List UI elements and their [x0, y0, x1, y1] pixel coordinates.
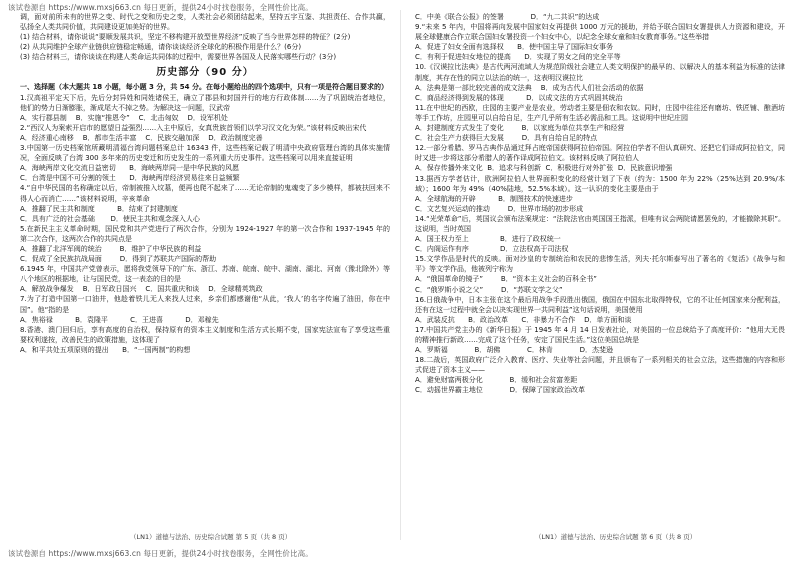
intro-question-3: (3) 结合材料三，请你谈谈在构建人类命运共同体的过程中，需要世界各国及人民落实哪些行动？(3分) [20, 53, 337, 62]
question-stem: 5.在新民主主义革命时期，国民党和共产党进行了两次合作，分别为 1924-1927 年的第一次合作和 1937-1945 年的第二次合作，这两次合作的共同点是 [20, 224, 390, 243]
option: A．保存传播外来文化 [415, 164, 483, 173]
option: D．邓稼先 [185, 315, 219, 324]
option: B．追求与科创新 [487, 164, 542, 173]
option: A．和平共处五项原则的提出 [20, 345, 109, 354]
question-options [415, 204, 785, 214]
question-options [415, 52, 785, 62]
page-footer-right: （LN1）道德与法治、历史综合试题 第 6 页（共 8 页） [535, 533, 697, 541]
option: C．社会生产力获得巨大发展 [415, 134, 504, 143]
option: B．缓和社会贫富差距 [509, 376, 578, 385]
option: B．日军政日国兴 [82, 285, 137, 294]
question-stem: 14.“光荣革命”后，英国议会颁布法案规定：“法院法官由英国国王指派，但唯有议会两院请愿罢免的，才能撤除其职”。这说明，当时英国 [415, 214, 785, 233]
question-options [415, 274, 785, 284]
option: B．使中国主导了国际妇女事务 [517, 43, 613, 52]
option: B．实施“推恩令” [75, 113, 130, 122]
option: B．制图技术的快速进步 [498, 194, 573, 203]
question-stem: 8.香港、澳门回归后，享有高度的自治权，保持原有的资本主义制度和生活方式长期不变，国家宪法宣布了享受这些重要权利遂按，改善民生的政策措施，这体现了 [20, 325, 390, 344]
question-options [415, 285, 785, 295]
option: A．推翻了北洋军阀的统治 [20, 244, 102, 253]
option: B．胡佛 [474, 346, 501, 355]
question-stem: 11.在中世纪的西欧，庄园的主要产业是农业，劳动者主要是佃农和农奴。同时，庄园中往往还有磨坊、铁匠铺、酿酒坊等手工作坊，庄园里可以自给自足，生产几乎所有生活必需品和工具。这说明中世纪庄园 [415, 103, 785, 122]
question-stem: 4.“自中华民国的名称确定以后，帝制被推入坟墓，便再也爬不起来了……无论帝制的鬼魂变了多少模样，都被扶回来不得人心而消亡……”该材料说明，辛亥革命 [20, 184, 390, 203]
option: C．商品经济得到发展的体现 [415, 93, 504, 102]
question-options [20, 133, 390, 143]
question-options [20, 214, 390, 224]
option: C．非暴力不合作 [521, 315, 576, 324]
option: B．海峡两岸同一是中华民族的风愿 [129, 164, 239, 173]
option: D．得到了苏联共产国际的帮助 [119, 255, 217, 264]
question-options [20, 163, 390, 173]
option: D．海峡两岸经济贸易往来日益频繁 [129, 174, 240, 183]
option: D．民族意识增强 [617, 164, 673, 173]
question-options [20, 345, 390, 355]
question-stem: 9.“未来 5 年内，中国将再向发展中国家妇女再提供 1000 万元的援助，并给予联合国妇女署提供人力资源和建设，开展全球健康合作立联合国妇女署投资一个妇女中心，以纪念全球女童和妇女教育事务。”这些举措 [415, 23, 785, 42]
option: C．动摇世界霸主地位 [415, 386, 483, 395]
option: C．北击匈奴 [138, 113, 179, 122]
question-stem: 12.一部分希腊、罗马古典作品通过拜占庭帝国获得阿拉伯帝国。阿拉伯学者不但认真研究、还把它们译成阿拉伯文，同时又进一步将这部分希腊人的著作译成阿拉伯文。该材料反映了阿拉伯人 [415, 144, 785, 163]
option: D．实现了男女之间的完全平等 [524, 53, 621, 62]
question-options [20, 244, 390, 254]
option: B．“资本主义社会的百科全书” [500, 275, 597, 284]
option: A．实行郡县制 [20, 113, 67, 122]
question-stem: 10.《汉谟拉比法典》是古代两河流域人为规范阶级社会建立人类文明保护的最早的、以解决人的基本利益为标准的法律制度，其存在性的同立以法治的统一，这表明汉谟拉比 [415, 63, 785, 82]
question-options [415, 345, 785, 355]
option: D．立法权高于司法权 [500, 245, 569, 254]
question-stem: 15.文学作品是时代的反映。面对沙皇的专制统治和农民的悲惨生活，列夫·托尔斯泰写出了著名的《复活》《战争与和平》等文学作品，他被列宁称为 [415, 255, 785, 274]
left-page [20, 12, 390, 534]
option: C．国共重庆和谈 [145, 285, 200, 294]
option: A．促进了妇女全面有选择权 [415, 43, 504, 52]
question-stem: 18.二战后，英国政府广泛介入教育、医疗、失业等社会问题，并且颁布了一系列相关的社会立法，这些措施的内容和形式促进了资本主义—— [415, 356, 785, 375]
question-options [20, 204, 390, 214]
option: D．杰斐逊 [579, 346, 613, 355]
option: D．保障了国家政治改革 [509, 386, 585, 395]
option: C．“俄罗斯小说之父” [415, 285, 484, 294]
option: C．具有广泛的社会基础 [20, 214, 95, 223]
option: A．封建制度方式发生了变化 [415, 124, 504, 133]
question-options [415, 194, 785, 204]
option: A．全球航海的开辟 [415, 194, 476, 203]
option: C．台湾是中国不可分割的领土 [20, 174, 116, 183]
question-stem: 1.汉高祖平定天下后，先后分封异姓和同姓诸侯王，确立了郡县和封国并行的地方行政体制……为了巩固统治者地位，他们的势力日渐膨胀，渐成尾大不掉之势。为解决这一问题，汉武帝 [20, 93, 390, 112]
option: C．中美《联合公报》的签署 [415, 13, 504, 21]
question-options [415, 244, 785, 254]
section-title: 历史部分（90 分） [156, 67, 254, 79]
option: D．以成文法的方式巩固其统治 [526, 93, 623, 102]
option: D．使民主共和观念深入人心 [110, 214, 200, 223]
option: A．推翻了民主共和制度 [20, 204, 95, 213]
question-options [415, 234, 785, 244]
option: B．进行了政权统一 [499, 235, 561, 244]
question-options [415, 315, 785, 325]
question-options [20, 284, 390, 294]
option: B．政治改革 [468, 315, 508, 324]
option: D．“苏联文学之父” [500, 285, 563, 294]
option: A．焦裕禄 [20, 315, 53, 324]
option: C．林肯 [527, 346, 553, 355]
site-banner-bottom: 该试卷源自 https://www.mxsj663.cn 每日更新，提供24小时找卷服务，全网性价比高。 [8, 549, 313, 558]
option: A．罗斯福 [415, 346, 448, 355]
intro-paragraph: 调，面对前所未有的世界之变、时代之变和历史之变，人类社会必须团结起来，坚持五字互鉴、共担责任、合作共赢，弘扬全人类共同价值，共同建设更加美好的世界。 [20, 13, 390, 32]
option: B．以家庭为单位共享生产和经营 [521, 124, 625, 133]
right-page [415, 12, 785, 534]
question-options [20, 113, 390, 123]
option: B．“一国两制”的构想 [122, 345, 191, 354]
option: C．民族交融加深 [145, 133, 200, 142]
option: D．“九二共识”的达成 [530, 13, 600, 21]
intro-question-1: (1) 结合材料，请你说说“要顺发展共识，坚定不移构建开放型世界经济”反映了当今世界怎样的特征？(2分) [20, 33, 351, 42]
question-options [20, 254, 390, 264]
question-options [415, 93, 785, 103]
question-options [20, 173, 390, 183]
question-options [415, 12, 785, 22]
page-footer-left: （LN1）道德与法治、历史综合试题 第 5 页（共 8 页） [130, 533, 292, 541]
option: A．海峡两岸文化交流日益密切 [20, 164, 116, 173]
question-stem: 3.中国第一历史档案馆所藏明清福台湾问题档案总计 16343 件，这些档案记载了明清中央政府管理台湾的具体实施情况，全面反映了台湾 300 多年来的历史变迁和历史发生的一系列重大历史事件。这些档案可以用来直接证明 [20, 144, 390, 163]
option: A．法典是第一部比较完善的成文法典 [415, 83, 532, 92]
question-options [415, 83, 785, 93]
question-stem: 16.日俄战争中，日本主张在这个最后用战争手段胜出俄国，俄国在中国东北取得特权，它的不让任何国家来分配利益，还有在这一过程中就全会以决实现世界一共同利益”这句话说明，美国使用 [415, 295, 785, 314]
option: B．维护了中华民族的利益 [119, 244, 202, 253]
question-options [415, 375, 785, 385]
option: D．政治制度完善 [208, 133, 263, 142]
option: D．全球精英筑政 [208, 285, 263, 294]
option: A．武装反抗 [415, 315, 455, 324]
option: A．解放战争爆发 [20, 285, 74, 294]
question-stem: 2.“西汉人为案索开启市的愿望日益强烈……入主中原后，女真贵族首领们以学习汉文化为荣。”该材料反映出宋代 [20, 123, 367, 132]
question-stem: 6.1945 年，中国共产党曾表示，愿将我党领导下的广东、浙江、苏南、皖南、皖中、湖南、湖北、河南（豫北除外）等八个地区的根据地，让与国民党，这一表态的目的是 [20, 265, 390, 284]
option: A．国王权力至上 [415, 235, 469, 244]
question-stem: 7.为了打造中国第一口油井，他趁着铁儿无人来找人过来，乡亲们都感谢他“从此，‘我人’的名字传遍了油田，你在中国”。他“指的是 [20, 295, 390, 314]
option: D．设军机处 [187, 113, 228, 122]
option: B．成为古代人们社会活动的依据 [540, 83, 644, 92]
page-fold-divider [400, 10, 401, 540]
option: B．结束了封建制度 [117, 204, 178, 213]
option: B．都市生活丰富 [82, 133, 137, 142]
question-options [415, 42, 785, 52]
option: D．具有自给自足的特点 [521, 134, 598, 143]
question-options [20, 315, 390, 325]
option: C．文艺复兴运动的推动 [415, 204, 490, 213]
question-options [415, 385, 785, 395]
intro-question-2: (2) 从共同维护全球产业链供应链稳定畅通，请你谈谈经济全球化的积极作用是什么？(6分) [20, 43, 302, 52]
option: A．避免财富两极分化 [415, 376, 483, 385]
option: B．袁隆平 [75, 315, 108, 324]
option: C．积极进行对外扩张 [545, 164, 614, 173]
question-stem: 13.据西方学者估计，欧洲阿拉伯人世界面积变化的经营计划了下表（约为：1500 年为 22%（25%达到 20.9%/本域）；1600 年为 49%（40%陆地，52.5%本域）。这一认识的变化主要是由于 [415, 174, 785, 193]
option: C．王进喜 [130, 315, 164, 324]
option: C．内阁运作有序 [415, 245, 469, 254]
option: D．单方面和谈 [584, 315, 632, 324]
site-banner-top: 该试卷源自 https://www.mxsj663.cn 每日更新，提供24小时找卷服务，全网性价比高。 [8, 3, 313, 12]
question-stem: 17.中国共产党主办的《新华日报》于 1945 年 4 月 14 日发表社论，对美国的一位总统给予了高度评价：“他用大无畏的精神推行新政……完成了这个任务，安定了国民生活。”这位美国总统是 [415, 325, 785, 344]
option: D．世界市场的初步形成 [507, 204, 584, 213]
option: A．“俄国革命的镜子” [415, 275, 484, 284]
option: C．促成了全民族抗战局面 [20, 255, 102, 264]
question-options [415, 123, 785, 133]
option: C．有利于促进妇女地位的提高 [415, 53, 511, 62]
option: A．经济重心南移 [20, 133, 74, 142]
question-options [415, 133, 785, 143]
question-options [415, 163, 785, 173]
section-instruction: 一、选择题（本大题共 18 小题，每小题 3 分，共 54 分。在每小题给出的四个选项中，只有一项是符合题目要求的） [20, 83, 388, 92]
